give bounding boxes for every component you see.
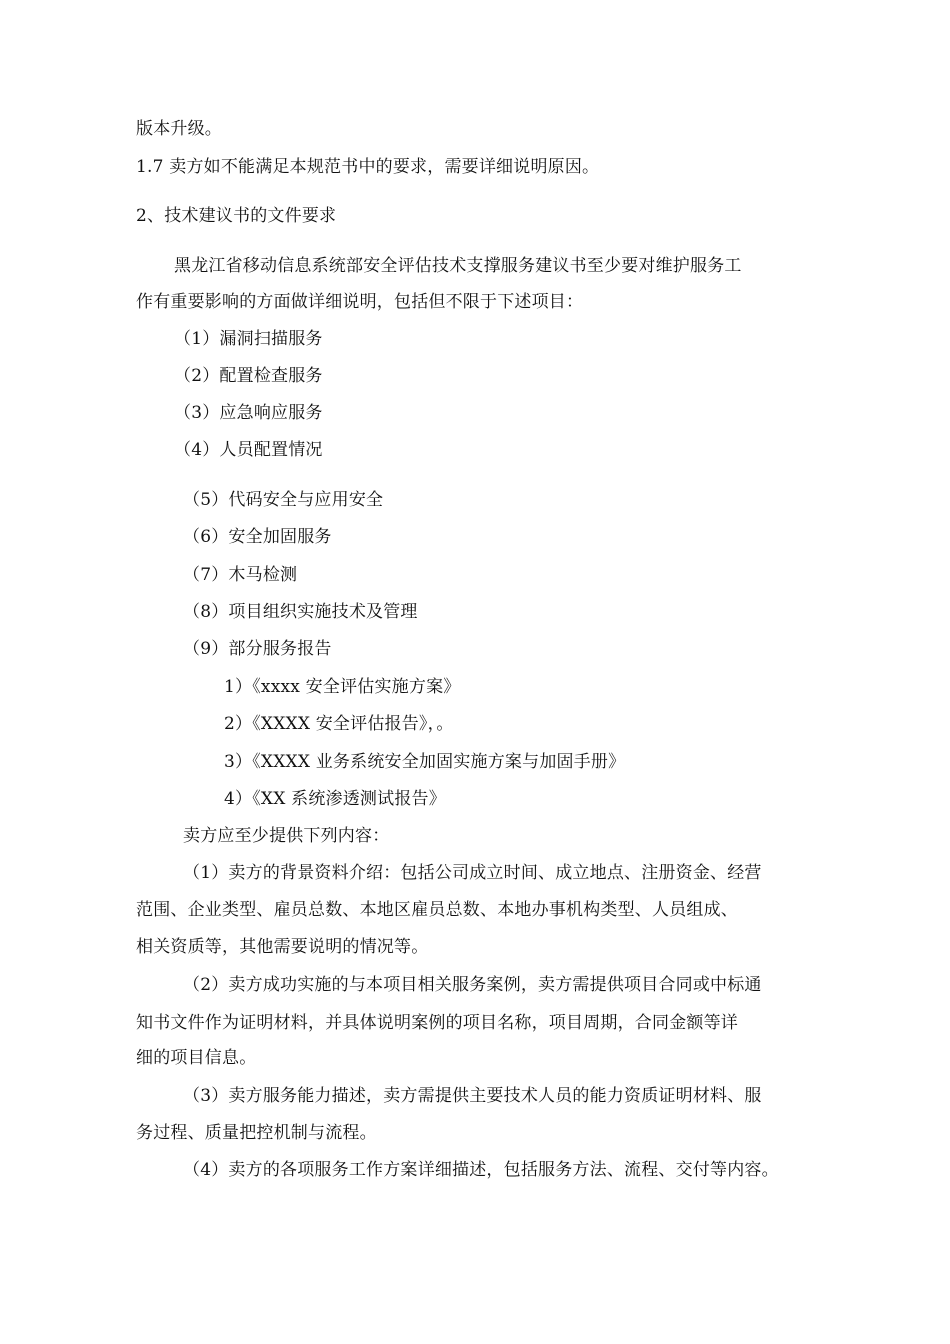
sub-list-item: 3）《XXXX 业务系统安全加固实施方案与加固手册》 [224,752,626,772]
text-line: 范围、企业类型、雇员总数、本地区雇员总数、本地办事机构类型、人员组成、 [136,900,738,920]
text-line: （1）卖方的背景资料介绍：包括公司成立时间、成立地点、注册资金、经营 [183,863,762,883]
text-line: 1.7 卖方如不能满足本规范书中的要求，需要详细说明原因。 [136,157,600,177]
list-item: （3）应急响应服务 [174,403,323,423]
text-line: 卖方应至少提供下列内容： [183,826,390,846]
text-line: 版本升级。 [136,119,222,139]
text-line: 作有重要影响的方面做详细说明，包括但不限于下述项目： [136,292,584,312]
list-item: （2）配置检查服务 [174,366,323,386]
list-item: （5）代码安全与应用安全 [183,490,384,510]
list-item: （6）安全加固服务 [183,527,332,547]
list-item: （9）部分服务报告 [183,639,332,659]
section-heading: 2、技术建议书的文件要求 [136,206,337,226]
text-line: 相关资质等，其他需要说明的情况等。 [136,937,429,957]
text-line: 细的项目信息。 [136,1048,257,1068]
text-line: 知书文件作为证明材料，并具体说明案例的项目名称，项目周期，合同金额等详 [136,1013,738,1033]
text-line: 黑龙江省移动信息系统部安全评估技术支撑服务建议书至少要对维护服务工 [174,256,742,276]
list-item: （4）人员配置情况 [174,440,323,460]
list-item: （8）项目组织实施技术及管理 [183,602,418,622]
sub-list-item: 1）《xxxx 安全评估实施方案》 [224,677,461,697]
text-line: 务过程、质量把控机制与流程。 [136,1123,377,1143]
list-item: （7）木马检测 [183,565,298,585]
sub-list-item: 2）《XXXX 安全评估报告》，。 [224,714,454,734]
text-line: （2）卖方成功实施的与本项目相关服务案例，卖方需提供项目合同或中标通 [183,975,762,995]
text-line: （3）卖方服务能力描述，卖方需提供主要技术人员的能力资质证明材料、服 [183,1086,762,1106]
sub-list-item: 4）《XX 系统渗透测试报告》 [224,789,446,809]
text-line: （4）卖方的各项服务工作方案详细描述，包括服务方法、流程、交付等内容。 [183,1160,779,1180]
list-item: （1）漏洞扫描服务 [174,329,323,349]
